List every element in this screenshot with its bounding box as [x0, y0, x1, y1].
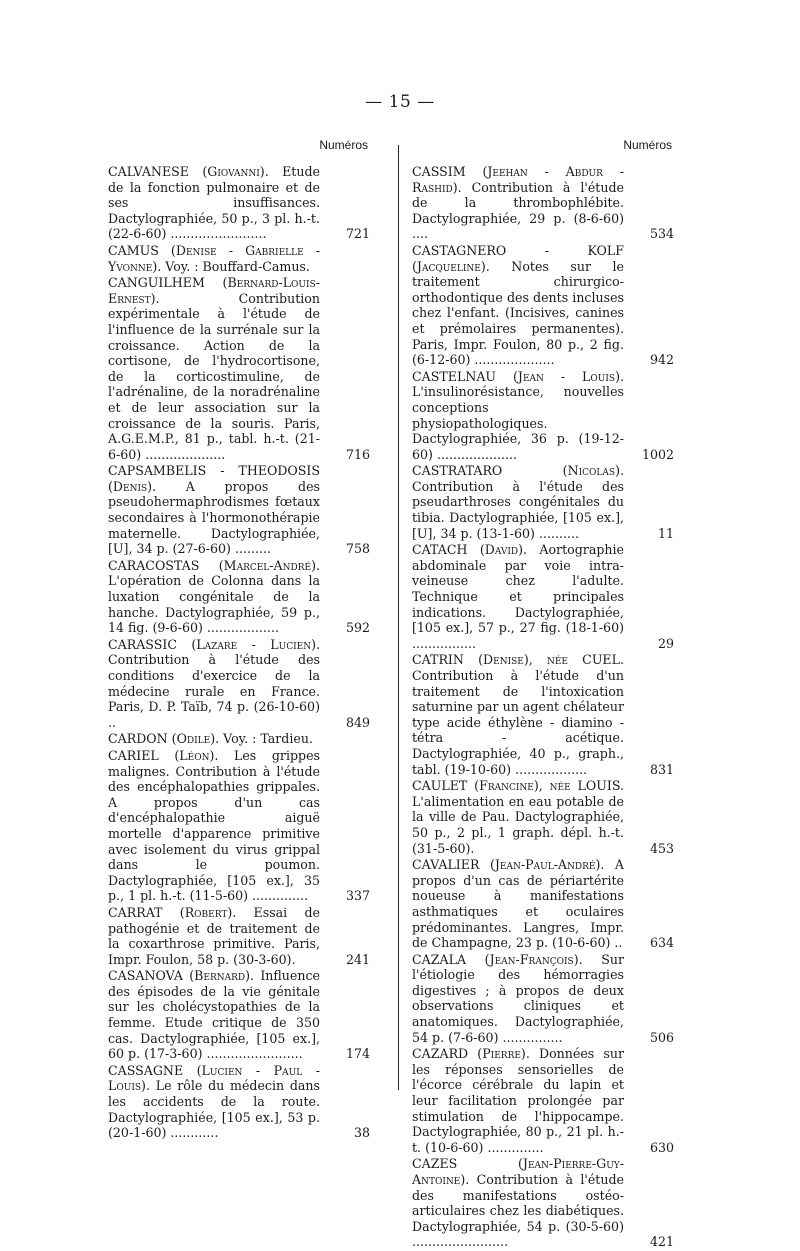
- page-number: — 15 —: [365, 92, 435, 112]
- entry-number: 721: [345, 226, 370, 242]
- entry-author: CAULET (Francine), née LOUIS.: [412, 778, 624, 794]
- entry-number: 630: [649, 1139, 674, 1155]
- entry-author: CAZES (Jean-Pierre-Guy-Antoine).: [412, 1156, 624, 1187]
- entry-author: CATACH (David).: [412, 542, 528, 558]
- entry-description: Etude de la fonction pulmonaire et de ses insuffisances. Dactylographiée, 50 p., 3 pl. h.-t. (22-6-60) ........................: [108, 164, 320, 242]
- entry-text: [412, 857, 624, 951]
- entry-author: CASTRATARO (Nicolas).: [412, 463, 624, 479]
- entry-author: CARASSIC (Lazare - Lucien).: [108, 636, 320, 652]
- entry-text: [412, 1046, 624, 1155]
- entry-number: 1002: [641, 446, 674, 462]
- catalog-entry: [412, 542, 674, 651]
- entry-description: Contribution à l'étude des conditions d'exercice de la médecine rurale en France. Paris, D. P. Taïb, 74 p. (26-10-60) ..: [108, 652, 320, 730]
- entry-text: [108, 748, 320, 904]
- entry-number: 716: [345, 446, 370, 462]
- catalog-entry: [412, 778, 674, 856]
- entry-description: Contribution expérimentale à l'étude de l'influence de la surrénale sur la croissance. Action de la cortisone, de l'hydrocortisone, de la corticostimuline, de l'adrénaline, de la noradrénaline et de leur association sur la croissance de la souris. Paris, A.G.E.M.P., 81 p., tabl. h.-t. (21-6-60) ....................: [108, 290, 320, 462]
- entry-author: CASSIM (Jeehan - Abdur - Rashid).: [412, 164, 624, 195]
- entry-number: 592: [345, 620, 370, 636]
- entry-description: L'insulinorésistance, nouvelles conceptions physiopathologiques. Dactylographiée, 36 p. (19-12-60) ....................: [412, 384, 624, 462]
- catalog-entry: [412, 952, 674, 1046]
- catalog-entry: [108, 1063, 370, 1141]
- entry-author: CAZALA (Jean-François).: [412, 951, 583, 967]
- entry-list: [412, 164, 674, 1250]
- entry-number: 453: [649, 840, 674, 856]
- catalog-entry: [108, 905, 370, 967]
- entry-description: Contribution à l'étude des manifestations ostéo-articulaires chez les diabétiques. Dactylographiée, 54 p. (30-5-60) ........................: [412, 1172, 624, 1250]
- entry-number: 11: [657, 525, 674, 541]
- column-divider: [398, 145, 399, 1090]
- entry-author: CARRAT (Robert).: [108, 904, 237, 920]
- catalog-entry: [108, 164, 370, 242]
- right-column: [412, 138, 674, 1251]
- catalog-entry: [412, 369, 674, 463]
- entry-number: 831: [649, 761, 674, 777]
- entry-description: Influence des épisodes de la vie génitale sur les cholécystopathies de la femme. Etude critique de 350 cas. Dactylographiée, [105 ex.], 60 p. (17-3-60) ........................: [108, 968, 320, 1062]
- entry-author: CANGUILHEM (Bernard-Louis-Ernest).: [108, 275, 320, 306]
- entry-text: [412, 1156, 624, 1250]
- entry-text: [108, 731, 320, 747]
- entry-author: CAVALIER (Jean-Paul-André).: [412, 857, 605, 873]
- entry-description: Les grippes malignes. Contribution à l'étude des encéphalopathies grippales. A propos d'un cas d'encéphalopathie aiguë mortelle d'apparence primitive avec isolement du virus grippal dans le poumon. Dactylographiée, [105 ex.], 35 p., 1 pl. h.-t. (11-5-60) ..............: [108, 747, 321, 904]
- entry-author: CALVANESE (Giovanni).: [108, 164, 269, 179]
- entry-number: 421: [649, 1234, 674, 1250]
- entry-author: CAMUS (Denise - Gabrielle - Yvonne).: [108, 242, 320, 274]
- entry-description: Voy. : Tardieu.: [219, 731, 313, 747]
- catalog-entry: [412, 1046, 674, 1155]
- catalog-entry: [412, 1156, 674, 1250]
- catalog-entry: [108, 463, 370, 557]
- catalog-entry: [108, 731, 370, 747]
- entry-text: [108, 275, 320, 462]
- entry-number: 241: [345, 951, 370, 967]
- entry-author: CASANOVA (Bernard).: [108, 968, 255, 984]
- catalog-entry: [108, 748, 370, 904]
- entry-author: CAPSAMBELIS - THEODOSIS (Denis).: [108, 463, 320, 494]
- entry-number: 942: [649, 352, 674, 368]
- column-header: Numéros: [319, 138, 368, 152]
- entry-text: [412, 542, 624, 651]
- catalog-entry: [108, 558, 370, 636]
- entry-text: [108, 1063, 320, 1141]
- catalog-entry: [412, 243, 674, 368]
- entry-description: L'opération de Colonna dans la luxation congénitale de la hanche. Dactylographiée, 59 p., 14 fig. (9-6-60) ..................: [108, 573, 320, 636]
- entry-text: [412, 164, 624, 242]
- entry-description: Essai de pathogénie et de traitement de la coxarthrose primitive. Paris, Impr. Foulon, 58 p. (30-3-60).: [108, 904, 320, 967]
- entry-description: Le rôle du médecin dans les accidents de la route. Dactylographiée, [105 ex.], 53 p. (20-1-60) ............: [108, 1078, 320, 1141]
- entry-text: [412, 369, 624, 463]
- entry-description: Données sur les réponses sensorielles de l'écorce cérébrale du lapin et leur facilitation prolongée par stimulation de l'hippocampe. Dactylographiée, 80 p., 21 pl. h.-t. (10-6-60) ..............: [412, 1046, 625, 1155]
- left-column: [108, 138, 370, 1142]
- catalog-entry: [108, 243, 370, 274]
- entry-text: [108, 905, 320, 967]
- entry-author: CAZARD (Pierre).: [412, 1046, 530, 1062]
- entry-number: 849: [345, 714, 370, 730]
- catalog-entry: [412, 652, 674, 777]
- catalog-entry: [412, 463, 674, 541]
- entry-author: CASSAGNE (Lucien - Paul - Louis).: [108, 1062, 320, 1094]
- catalog-entry: [108, 637, 370, 731]
- entry-number: 634: [649, 935, 674, 951]
- entry-text: [108, 558, 320, 636]
- entry-author: CATRIN (Denise), née CUEL.: [412, 652, 624, 668]
- entry-author: CARDON (Odile).: [108, 731, 220, 747]
- entry-description: A propos des pseudohermaphrodismes fœtaux secondaires à l'hormonothérapie maternelle. Dactylographiée, [U], 34 p. (27-6-60) .........: [108, 478, 320, 557]
- entry-description: A propos d'un cas de périartérite noueuse à manifestations asthmatiques et oculaires prédominantes. Langres, Impr. de Champagne, 23 p. (10-6-60) ..: [412, 857, 624, 951]
- entry-description: Contribution à l'étude d'un traitement de l'intoxication saturnine par un agent chélateur type acide éthylène - diamino - tétra - acétique. Dactylographiée, 40 p., graph., tabl. (19-10-60) ..................: [412, 668, 624, 777]
- entry-text: [412, 952, 624, 1046]
- entry-description: Contribution à l'étude des pseudarthroses congénitales du tibia. Dactylographiée, [105 ex.], [U], 34 p. (13-1-60) ..........: [412, 478, 624, 541]
- entry-text: [108, 968, 320, 1062]
- entry-description: Voy. : Bouffard-Camus.: [161, 258, 310, 274]
- entry-author: CARIEL (Léon).: [108, 747, 219, 763]
- entry-description: Contribution à l'étude de la thrombophlébite. Dactylographiée, 29 p. (8-6-60) ....: [412, 179, 624, 242]
- catalog-entry: [412, 857, 674, 951]
- entry-description: L'alimentation en eau potable de la ville de Pau. Dactylographiée, 50 p., 2 pl., 1 graph. dépl. h.-t. (31-5-60).: [412, 793, 624, 856]
- entry-author: CASTAGNERO - KOLF (Jacqueline).: [412, 242, 624, 274]
- entry-number: 758: [345, 541, 370, 557]
- entry-text: [412, 243, 624, 368]
- entry-number: 29: [657, 635, 674, 651]
- entry-description: Sur l'étiologie des hémorragies digestives ; à propos de deux observations cliniques et anatomiques. Dactylographiée, 54 p. (7-6-60) ...............: [412, 951, 624, 1045]
- entry-text: [412, 778, 624, 856]
- entry-number: 534: [649, 226, 674, 242]
- entry-text: [108, 637, 320, 731]
- entry-text: [108, 164, 320, 242]
- column-header: Numéros: [623, 138, 672, 152]
- catalog-entry: [108, 968, 370, 1062]
- entry-list: [108, 164, 370, 1141]
- entry-text: [412, 463, 624, 541]
- entry-number: 38: [353, 1125, 370, 1141]
- entry-author: CARACOSTAS (Marcel-André).: [108, 557, 320, 573]
- entry-number: 337: [345, 888, 370, 904]
- entry-number: 174: [345, 1046, 370, 1062]
- catalog-entry: [108, 275, 370, 462]
- entry-description: Notes sur le traitement chirurgico-orthodontique des dents incluses chez l'enfant. (Incisives, canines et prémolaires permanentes). Paris, Impr. Foulon, 80 p., 2 fig. (6-12-60) ....................: [412, 258, 624, 368]
- entry-description: Aortographie abdominale par voie intra-veineuse chez l'adulte. Technique et principales indications. Dactylographiée, [105 ex.], 57 p., 27 fig. (18-1-60) ................: [412, 542, 624, 651]
- entry-author: CASTELNAU (Jean - Louis).: [412, 368, 624, 384]
- entry-number: 506: [649, 1029, 674, 1045]
- catalog-entry: [412, 164, 674, 242]
- entry-text: [108, 243, 320, 274]
- entry-text: [108, 463, 320, 557]
- entry-text: [412, 652, 624, 777]
